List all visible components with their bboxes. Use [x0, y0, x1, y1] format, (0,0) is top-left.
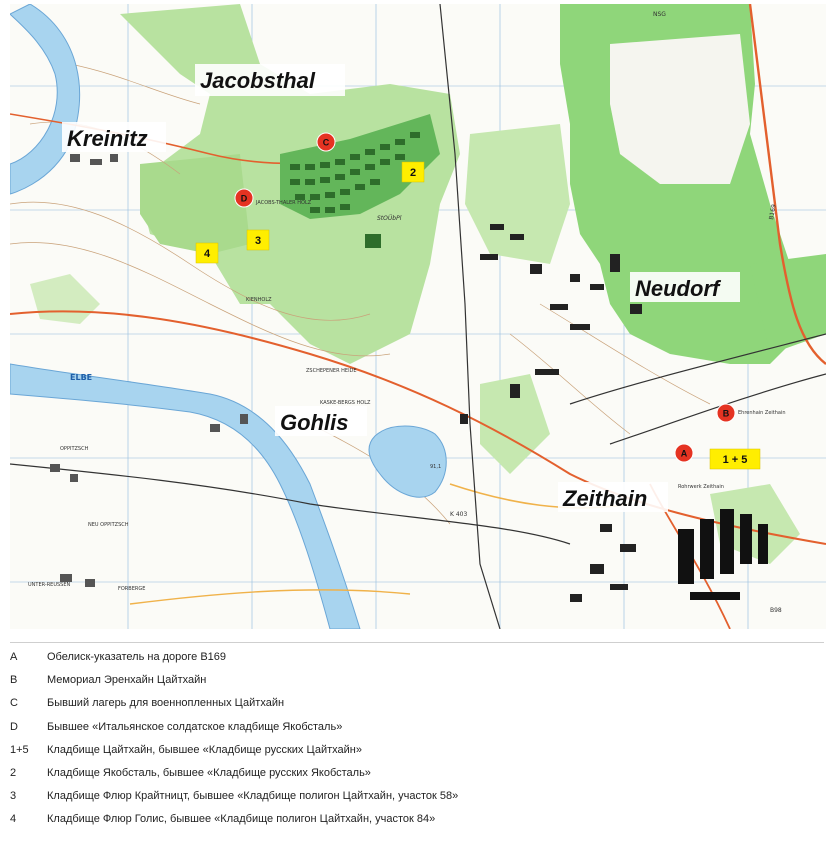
legend-key: D	[10, 720, 18, 733]
town-zeithain: Zeithain	[563, 486, 648, 511]
svg-text:4: 4	[203, 248, 211, 260]
label-ehrenhain: Ehrenhain Zeithain	[738, 410, 786, 416]
legend-divider	[10, 642, 824, 643]
legend-text: Кладбище Якобсталь, бывшее «Кладбище русских Якобсталь»	[47, 766, 371, 779]
badge-3[interactable]	[247, 230, 269, 250]
legend-key: 4	[10, 813, 17, 826]
legend-text: Бывшее «Итальянское солдатское кладбище Якобсталь»	[47, 720, 343, 733]
svg-text:3: 3	[254, 235, 262, 247]
label-rohrwerk: Rohrwerk Zeithain	[678, 484, 724, 490]
label-nsg: NSG	[653, 11, 666, 18]
legend-text: Кладбище Флюр Голис, бывшее «Кладбище полигон Цайтхайн, участок 84»	[47, 813, 436, 826]
legend-row-1-5	[10, 743, 824, 766]
legend-text: Обелиск-указатель на дороге B169	[47, 651, 227, 663]
legend-key: 1+5	[10, 743, 29, 756]
legend-key: C	[10, 697, 18, 710]
svg-text:A: A	[680, 448, 688, 459]
marker-d[interactable]	[235, 189, 253, 207]
legend-text: Бывший лагерь для военнопленных Цайтхайн	[47, 697, 285, 710]
town-kreinitz: Kreinitz	[67, 126, 148, 151]
map-legend	[10, 650, 824, 836]
badge-2[interactable]	[402, 162, 424, 182]
river-label-elbe: ELBE	[70, 373, 93, 382]
label-forberge: FORBERGE	[118, 586, 146, 592]
label-zschepener-heide: ZSCHEPENER HEIDE	[306, 368, 357, 374]
legend-row-2	[10, 766, 824, 789]
town-neudorf: Neudorf	[635, 276, 720, 301]
legend-row-3	[10, 789, 824, 812]
marker-a[interactable]	[675, 444, 693, 462]
label-b98: B98	[770, 607, 782, 614]
label-kienholz: KIENHOLZ	[246, 297, 272, 303]
legend-row-d	[10, 720, 824, 743]
legend-row-4	[10, 812, 824, 835]
badge-1-plus-5[interactable]	[710, 449, 760, 469]
legend-key: 3	[10, 790, 17, 803]
legend-row-c	[10, 696, 824, 719]
town-gohlis: Gohlis	[280, 410, 349, 435]
label-k403: K 403	[450, 511, 468, 518]
label-oppitzsch: OPPITZSCH	[60, 446, 89, 452]
label-unter-reussen: UNTER-REUSSEN	[28, 582, 71, 588]
badge-4[interactable]	[196, 243, 218, 263]
legend-key: 2	[10, 766, 17, 779]
svg-text:1 + 5: 1 + 5	[722, 454, 748, 466]
legend-row-b	[10, 673, 824, 696]
svg-text:B: B	[722, 408, 730, 419]
label-kaskebergs-holz: KASKE-BERGS HOLZ	[320, 400, 371, 406]
svg-text:2: 2	[409, 167, 417, 179]
svg-text:C: C	[322, 137, 330, 148]
legend-row-a	[10, 650, 824, 673]
svg-text:D: D	[240, 193, 248, 204]
legend-text: Кладбище Цайтхайн, бывшее «Кладбище русских Цайтхайн»	[47, 743, 362, 756]
label-b169: B169	[768, 203, 778, 221]
legend-text: Мемориал Эренхайн Цайтхайн	[47, 674, 207, 687]
label-stoubpl: StOÜbPl	[377, 215, 402, 222]
marker-c[interactable]	[317, 133, 335, 151]
legend-key: A	[10, 651, 18, 663]
town-jacobsthal: Jacobsthal	[200, 68, 315, 93]
legend-key: B	[10, 674, 18, 687]
label-lake-elevation: 91,1	[430, 464, 442, 470]
topographic-map[interactable]	[10, 4, 826, 629]
label-jacobsthaler-holz: JACOBS-THALER HOLZ	[256, 200, 312, 206]
legend-text: Кладбище Флюр Крайтницт, бывшее «Кладбище полигон Цайтхайн, участок 58»	[47, 790, 459, 803]
label-neu-oppitzsch: NEU OPPITZSCH	[88, 522, 129, 528]
marker-b[interactable]	[717, 404, 735, 422]
